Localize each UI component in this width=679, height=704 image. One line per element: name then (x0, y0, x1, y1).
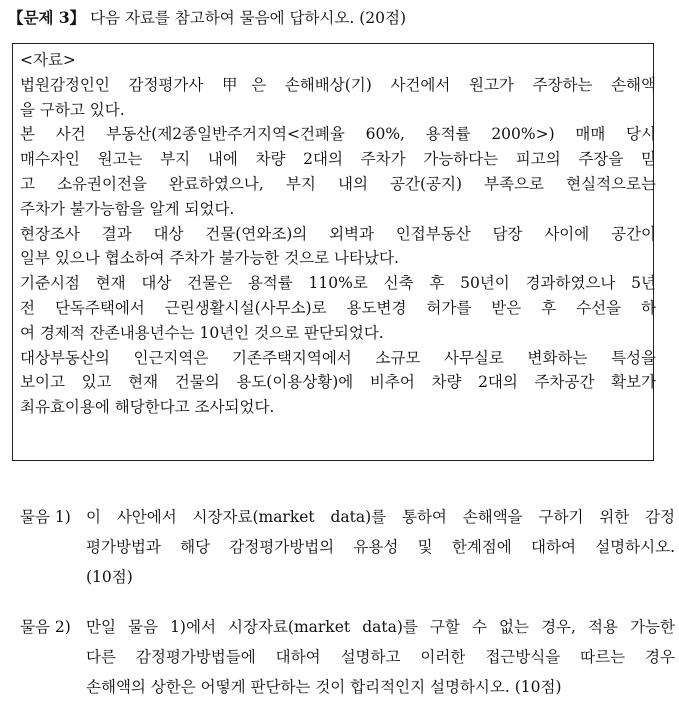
data-line: 일부 있으나 협소하여 주차가 불가능한 것으로 나타났다. (20, 249, 399, 268)
data-line: 본 사건 부동산(제2종일반주거지역<건폐율 60%, 용적률 200%>) 매매 당시 (20, 125, 656, 144)
question-line: 다른 감정평가방법들에 대하여 설명하고 이러한 접근방식을 따르는 경우 (86, 648, 675, 666)
problem-instruction: 다음 자료를 참고하여 물음에 답하시오. (20점) (90, 9, 406, 27)
data-line: 최유효이용에 해당한다고 조사되었다. (20, 398, 275, 417)
data-box (20, 48, 656, 420)
question-line: 만일 물음 1)에서 시장자료(market data)를 구할 수 없는 경우, 적용 가능한 (86, 618, 675, 636)
problem-label: 【문제 3】 (8, 8, 86, 27)
data-line: 여 경제적 잔존내용년수는 10년인 것으로 판단되었다. (20, 323, 384, 342)
data-line: 보이고 있고 현재 건물의 용도(이용상황)에 비추어 차량 2대의 주차공간 확보가 (20, 373, 656, 392)
question-2 (20, 612, 675, 702)
question-line: 손해액의 상한은 어떻게 판단하는 것이 합리적인지 설명하시오. (10점) (86, 678, 562, 696)
problem-header (8, 6, 676, 30)
question-line: 이 사안에서 시장자료(market data)를 통하여 손해액을 구하기 위한 감정 (86, 508, 675, 526)
data-line: 을 구하고 있다. (20, 100, 125, 119)
data-line: 전 단독주택에서 근린생활시설(사무소)로 용도변경 허가를 받은 후 수선을 하 (20, 298, 656, 317)
data-line: 현장조사 결과 대상 건물(연와조)의 외벽과 인접부동산 담장 사이에 공간이 (20, 224, 656, 243)
data-line: 매수자인 원고는 부지 내에 차량 2대의 주차가 가능하다는 피고의 주장을 믿 (20, 150, 656, 169)
question-1-body (86, 502, 675, 592)
question-1 (20, 502, 675, 592)
data-line: 주차가 불가능함을 알게 되었다. (20, 199, 235, 218)
question-line: 평가방법과 해당 감정평가방법의 유용성 및 한계점에 대하여 설명하시오. (86, 538, 675, 556)
question-2-body (86, 612, 675, 702)
question-2-number: 물음 2) (20, 618, 71, 636)
data-line: 법원감정인인 감정평가사 甲은 손해배상(기) 사건에서 원고가 주장하는 손해액 (20, 75, 656, 94)
question-line: (10점) (86, 568, 133, 586)
data-line: 고 소유권이전을 완료하였으나, 부지 내의 공간(공지) 부족으로 현실적으로는 (20, 174, 656, 193)
data-line: 기준시점 현재 대상 건물은 용적률 110%로 신축 후 50년이 경과하였으나 5년 (20, 274, 656, 293)
question-1-number: 물음 1) (20, 508, 71, 526)
data-line: 대상부동산의 인근지역은 기존주택지역에서 소규모 사무실로 변화하는 특성을 (20, 348, 656, 367)
data-box-title: <자료> (20, 51, 76, 69)
